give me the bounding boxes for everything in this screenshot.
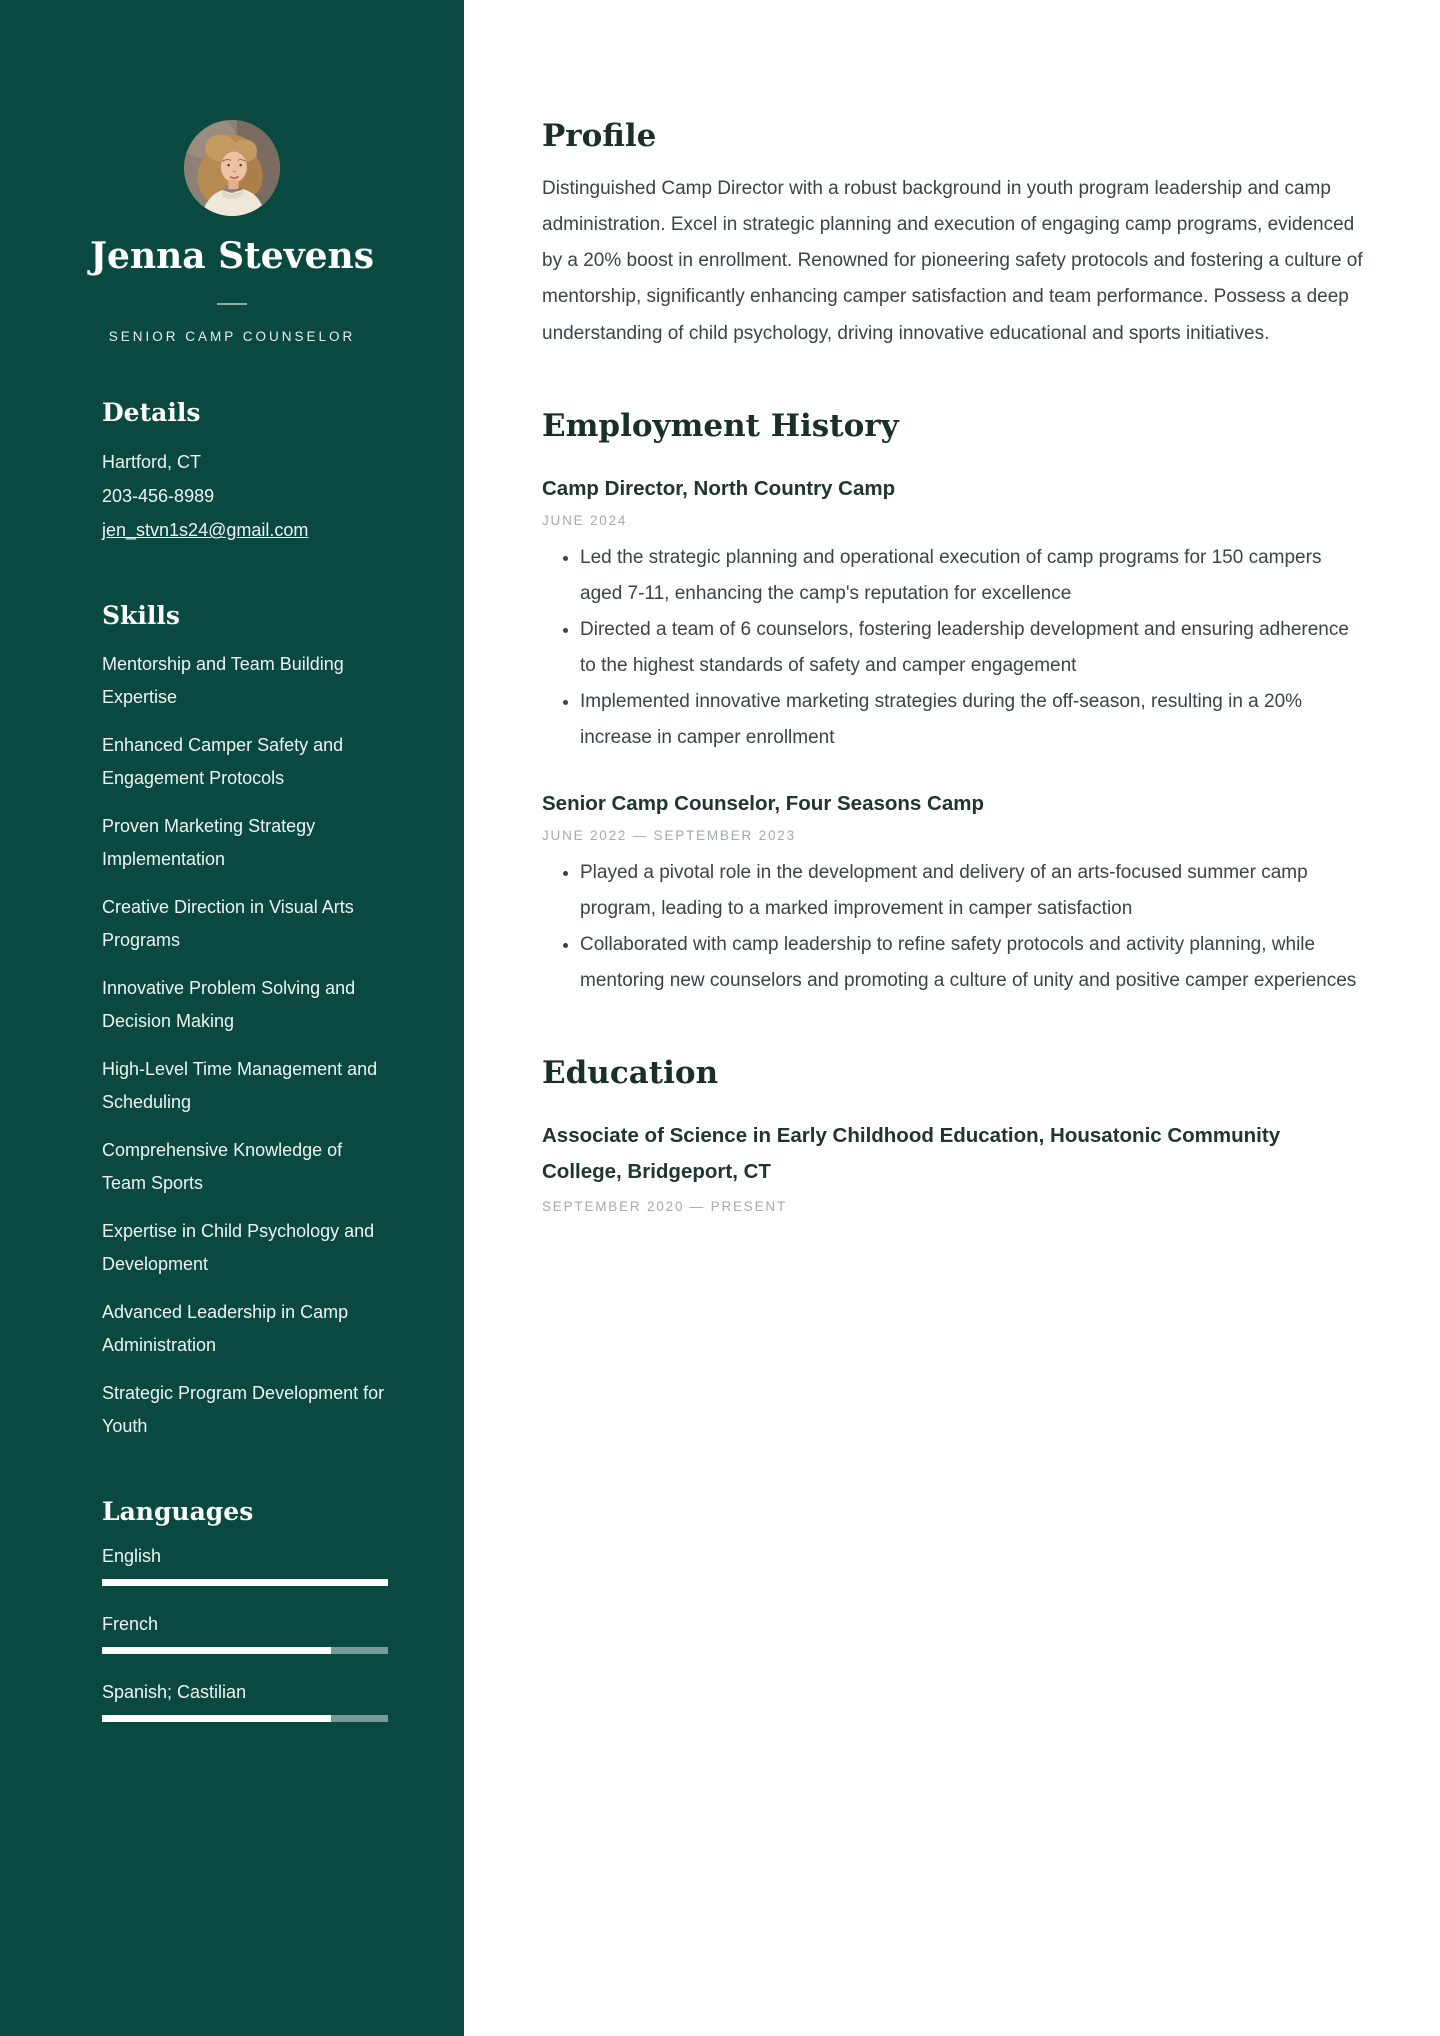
job-bullet: • Implemented innovative marketing strategies during the off-season, resulting in a 20% increase in camper enrollment xyxy=(580,684,1365,756)
sidebar-header xyxy=(0,120,464,344)
job-entry-2 xyxy=(542,790,1365,999)
candidate-name: Jenna Stevens xyxy=(90,235,374,277)
job-bullet: • Directed a team of 6 counselors, fostering leadership development and ensuring adherence to the highest standards of safety and camper engagement xyxy=(580,612,1365,684)
job-dates: JUNE 2022 — SEPTEMBER 2023 xyxy=(542,827,796,843)
profile-text: Distinguished Camp Director with a robust background in youth program leadership and camp administration. Excel in strategic planning and execution of engaging camp programs, evidenced by a 20% boost in enrollment. Renowned for pioneering safety protocols and fostering a culture of mentorship, significantly enhancing camper satisfaction and team performance. Possess a deep understanding of child psychology, driving innovative educational and sports initiatives. xyxy=(542,178,1363,344)
job-title: Senior Camp Counselor, Four Seasons Camp xyxy=(542,792,984,816)
details-heading: Details xyxy=(102,398,201,428)
education-degree: Associate of Science in Early Childhood Education, Housatonic Community College, Bridgeport, CT xyxy=(542,1124,1281,1184)
skill-item: Proven Marketing Strategy Implementation xyxy=(102,816,316,870)
language-level-bar xyxy=(102,1579,388,1586)
skills-list xyxy=(102,648,388,1443)
skills-heading: Skills xyxy=(102,601,180,631)
language-level-fill xyxy=(102,1715,331,1722)
language-item xyxy=(102,1612,388,1654)
job-bullet-list xyxy=(542,540,1365,757)
email-link[interactable]: jen_stvn1s24@gmail.com xyxy=(102,520,309,541)
job-bullet: • Led the strategic planning and operational execution of camp programs for 150 campers aged 7-11, enhancing the camp's reputation for excellence xyxy=(580,540,1365,612)
employment-heading: Employment History xyxy=(542,407,899,444)
sidebar xyxy=(0,0,464,2036)
languages-section xyxy=(102,1497,388,1722)
job-title: Camp Director, North Country Camp xyxy=(542,476,896,500)
skill-item: Innovative Problem Solving and Decision Making xyxy=(102,978,356,1032)
language-label: Spanish; Castilian xyxy=(102,1682,247,1703)
job-bullet: • Played a pivotal role in the development and delivery of an arts-focused summer camp program, leading to a marked improvement in camper satisfaction xyxy=(580,855,1365,927)
avatar-photo xyxy=(184,120,280,216)
job-bullet-list xyxy=(542,855,1365,999)
language-label: English xyxy=(102,1546,162,1567)
languages-list xyxy=(102,1544,388,1722)
language-level-bar xyxy=(102,1715,388,1722)
education-dates: SEPTEMBER 2020 — PRESENT xyxy=(542,1199,788,1215)
skill-item: Creative Direction in Visual Arts Programs xyxy=(102,897,354,951)
skill-item: Comprehensive Knowledge of Team Sports xyxy=(102,1140,343,1194)
email-row xyxy=(102,513,388,547)
skill-item: High-Level Time Management and Scheduling xyxy=(102,1059,378,1113)
skill-item: Expertise in Child Psychology and Development xyxy=(102,1221,375,1275)
profile-heading: Profile xyxy=(542,118,657,154)
skill-item: Enhanced Camper Safety and Engagement Protocols xyxy=(102,735,344,789)
languages-heading: Languages xyxy=(102,1497,254,1527)
job-bullet: • Collaborated with camp leadership to refine safety protocols and activity planning, while mentoring new counselors and promoting a culture of unity and positive camper experiences xyxy=(580,927,1365,999)
header-divider xyxy=(217,303,247,305)
language-label: French xyxy=(102,1614,159,1635)
language-item xyxy=(102,1680,388,1722)
main-content xyxy=(464,0,1440,2036)
job-dates: JUNE 2024 xyxy=(542,512,628,528)
language-level-fill xyxy=(102,1579,388,1586)
skills-section xyxy=(102,601,388,1443)
details-section xyxy=(102,398,388,547)
phone-text: 203-456-8989 xyxy=(102,486,215,507)
candidate-role: SENIOR CAMP COUNSELOR xyxy=(108,329,356,345)
language-item xyxy=(102,1544,388,1586)
language-level-fill xyxy=(102,1647,331,1654)
education-heading: Education xyxy=(542,1055,719,1092)
avatar xyxy=(184,120,280,216)
language-level-bar xyxy=(102,1647,388,1654)
skill-item: Advanced Leadership in Camp Administration xyxy=(102,1302,349,1356)
skill-item: Strategic Program Development for Youth xyxy=(102,1383,385,1437)
job-entry-1 xyxy=(542,475,1365,756)
location-text: Hartford, CT xyxy=(102,452,202,473)
skill-item: Mentorship and Team Building Expertise xyxy=(102,654,344,708)
